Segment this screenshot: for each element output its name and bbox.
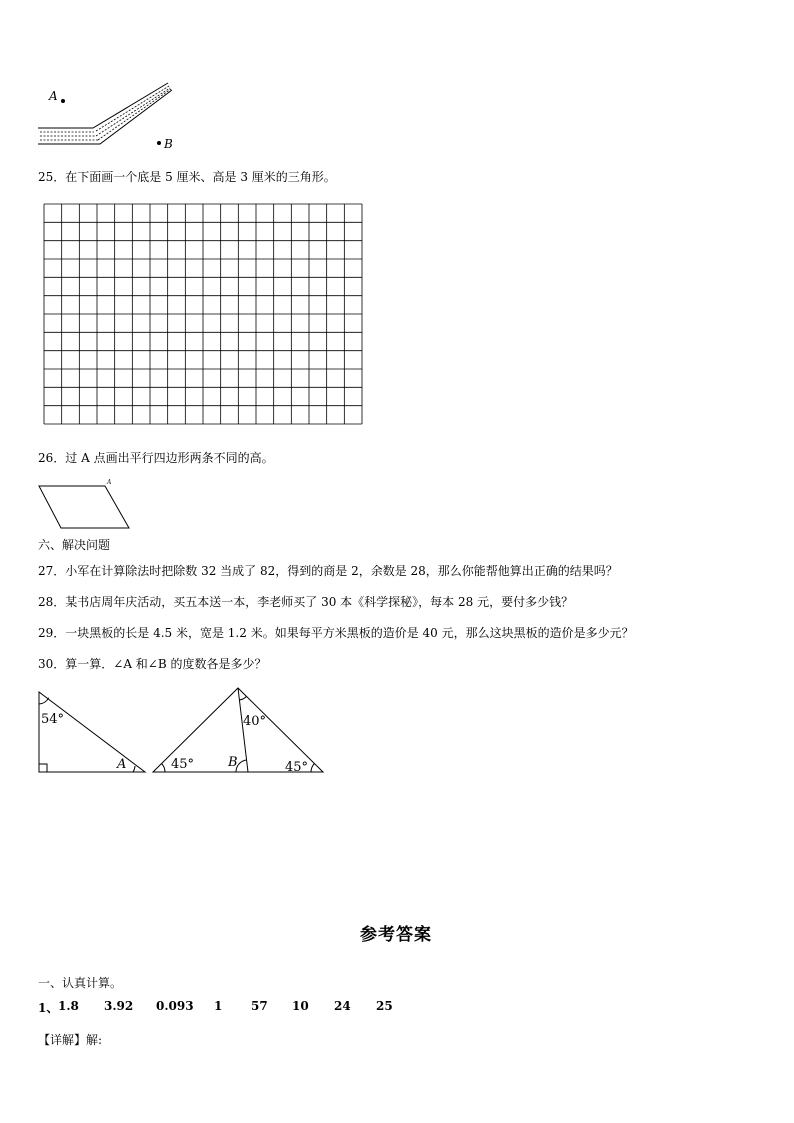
angle-45-right-label: 45°	[285, 760, 309, 775]
point-b-label: B	[164, 137, 173, 151]
river-hatching	[40, 86, 171, 140]
angle-40-arc	[239, 696, 246, 700]
triangles-figure	[30, 680, 330, 780]
angle-54-label: 54°	[41, 712, 65, 727]
answers-row-1	[0, 999, 794, 1015]
answers-section-1: 一、认真计算。	[38, 976, 123, 990]
question-29: 29．一块黑板的长是 4.5 米，宽是 1.2 米。如果每平方米黑板的造价是 40 元，那么这块黑板的造价是多少元？	[38, 626, 634, 640]
drawing-grid	[43, 203, 363, 425]
parallelogram-figure	[35, 476, 135, 532]
right-triangle	[39, 692, 145, 772]
question-25: 25．在下面画一个底是 5 厘米、高是 3 厘米的三角形。	[38, 170, 336, 184]
angle-45-right-arc	[311, 764, 315, 773]
parallelogram-shape	[39, 486, 129, 528]
answer-value: 57	[251, 999, 268, 1013]
section-6-heading: 六、解决问题	[38, 538, 111, 552]
angle-45-left-label: 45°	[171, 757, 195, 772]
answer-value: 25	[376, 999, 393, 1013]
answer-value: 24	[334, 999, 351, 1013]
answer-value: 3.92	[104, 999, 134, 1013]
angle-a-arc	[133, 766, 135, 772]
answer-value: 10	[292, 999, 309, 1013]
question-27: 27．小军在计算除法时把除数 32 当成了 82，得到的商是 2，余数是 28，那么你能帮他算出正确的结果吗？	[38, 564, 618, 578]
right-angle-mark	[39, 764, 47, 772]
point-a-dot	[61, 99, 65, 103]
angle-a-label: A	[117, 757, 127, 772]
answers-title: 参考答案	[360, 925, 432, 945]
parallelogram-label-a: A	[107, 479, 112, 486]
angle-b-label: B	[228, 755, 238, 770]
point-a-label: A	[49, 89, 58, 103]
answer-value: 1	[214, 999, 223, 1013]
question-28: 28．某书店周年庆活动，买五本送一本，李老师买了 30 本《科学探秘》，每本 28 元，要付多少钱？	[38, 595, 574, 609]
question-30: 30．算一算．∠A 和∠B 的度数各是多少？	[38, 657, 267, 671]
river-figure	[30, 78, 190, 156]
answer-value: 1.8	[58, 999, 79, 1013]
answer-value: 0.093	[156, 999, 194, 1013]
point-b-dot	[157, 141, 161, 145]
angle-40-label: 40°	[243, 714, 267, 729]
angle-45-left-arc	[162, 764, 166, 773]
question-26: 26．过 A 点画出平行四边形两条不同的高。	[38, 451, 274, 465]
inner-segment	[238, 688, 248, 772]
answer-detail-label: 【详解】解:	[38, 1033, 103, 1047]
angle-b-arc	[236, 760, 247, 772]
answers-row-1-prefix: 1、	[38, 1001, 59, 1015]
